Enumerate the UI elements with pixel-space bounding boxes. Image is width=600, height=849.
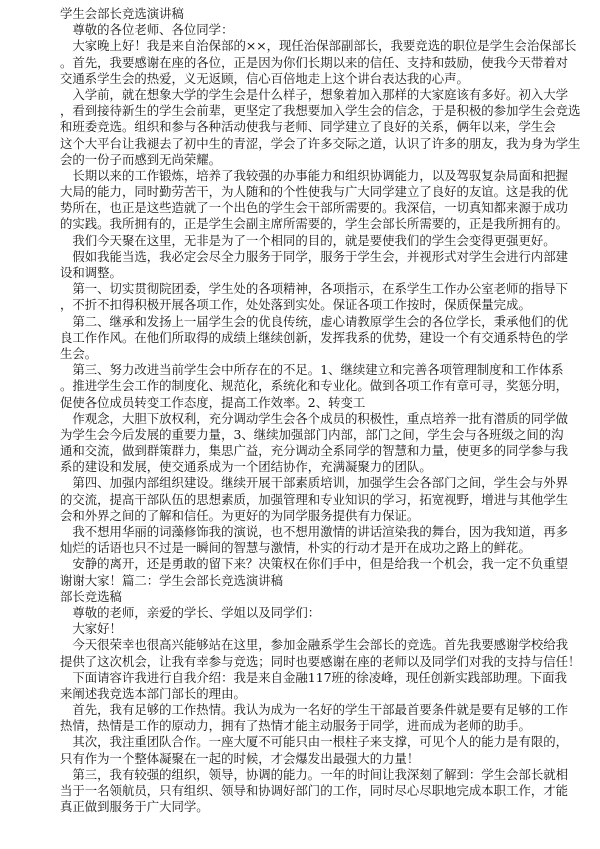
text-line: 。推进学生会工作的制度化、规范化，系统化和专业化。做到各项工作有章可寻，奖惩分明， xyxy=(60,378,569,394)
text-line: 我们今天聚在这里，无非是为了一个相同的目的，就是要使我们的学生会变得更强更好。 xyxy=(60,232,556,248)
text-line: 第四、加强内部组织建设。继续开展干部素质培训，加强学生会各部门之间，学生会与外界 xyxy=(60,475,569,491)
text-line: 这个大平台让我褪去了初中生的青涩，学会了许多交际之道，认识了许多的朋友，我为身为学生 xyxy=(60,135,581,151)
text-line: 第三，我有较强的组织，领导，协调的能力。一年的时间让我深刻了解到：学生会部长就相 xyxy=(60,766,569,782)
text-line: 真正做到服务于广大同学。 xyxy=(60,799,209,815)
document-title: 学生会部长竞选演讲稿 xyxy=(60,6,184,21)
text-line: 下面请容许我进行自我介绍：我是来自金融117班的徐凌峰，现任创新实践部助理。下面我 xyxy=(60,669,567,685)
text-line: 生会。 xyxy=(60,345,98,361)
text-line: 大局的能力，同时勤劳苦干，为人随和的个性使我与广大同学建立了良好的友谊。这是我的优 xyxy=(60,184,569,200)
text-line: 和班委竞选。组织和参与各种活动使我与老师、同学建立了良好的关系，俩年以来，学生会 xyxy=(60,119,556,135)
text-line: 良工作作风。在他们所取得的成绩上继续创新，发挥我系的优势，建设一个有交通系特色的学 xyxy=(60,329,569,345)
text-line: 大家晚上好！我是来自治保部的××，现任治保部副部长，我要竞选的职位是学生会治保部长 xyxy=(60,38,577,54)
text-line: 的实践。我所拥有的，正是学生会副主席所需要的，学生会部长所需要的，正是我所拥有的。 xyxy=(60,216,569,232)
text-line: 我不想用华丽的词藻修饰我的演说，也不想用激情的讲话渲染我的舞台，因为我知道，再多 xyxy=(60,524,569,539)
text-line: 尊敬的老师，亲爱的学长、学姐以及同学们： xyxy=(60,604,321,620)
text-line: 灿烂的话语也只不过是一瞬间的智慧与激情，朴实的行动才是开在成功之路上的鲜花。 xyxy=(60,540,531,556)
text-line: 首先，我有足够的工作热情。我认为成为一名好的学生干部最首要条件就是要有足够的工作 xyxy=(60,702,569,718)
text-line: 今天很荣幸也很高兴能够站在这里，参加金融系学生会部长的竞选。首先我要感谢学校给我 xyxy=(60,637,569,653)
text-line: 安静的离开，还是勇敢的留下来？决策权在你们手中，但是给我一个机会，我一定不负重望 xyxy=(60,556,569,572)
text-line: 当于一名领航员，只有组织、领导和协调好部门的工作，同时尽心尽职地完成本职工作，才能 xyxy=(60,783,569,798)
text-line: 部长竞选稿 xyxy=(60,588,122,604)
text-line: 假如我能当选，我必定会尽全力服务于同学，服务于学生会，并视形式对学生会进行内部建 xyxy=(60,248,569,264)
text-line: 尊敬的各位老师、各位同学： xyxy=(60,22,234,38)
text-line: 第一、切实贯彻院团委，学生处的各项精神，各项指示，在系学生工作办公室老师的指导下 xyxy=(60,281,569,297)
text-line: 第二、继承和发扬上一届学生会的优良传统，虚心请教原学生会的各位学长，秉承他们的优 xyxy=(60,313,569,329)
text-line: 其次，我注重团队合作。一座大厦不可能只由一根柱子来支撑，可见个人的能力是有限的， xyxy=(60,734,569,750)
text-line: 。首先，我要感谢在座的各位，正是因为你们长期以来的信任、支持和鼓励，使我今天带着对 xyxy=(60,54,569,70)
text-line: 来阐述我竞选本部门部长的理由。 xyxy=(60,685,246,701)
text-line: 热情，热情是工作的原动力，拥有了热情才能主动服务于同学，进而成为老师的助手。 xyxy=(60,718,531,734)
text-line: 提供了这次机会，让我有幸参与竞选；同时也要感谢在座的老师以及同学们对我的支持与信任！ xyxy=(60,653,581,669)
text-line: 交通系学生会的热爱，义无返顾，信心百倍地走上这个讲台表达我的心声。 xyxy=(60,70,469,86)
text-line: 通和交流，做到群策群力，集思广益，充分调动全系同学的智慧和力量，使更多的同学参与我 xyxy=(60,443,569,459)
text-line: ，不折不扣得积极开展各项工作，处处落到实处。保证各项工作按时，保质保量完成。 xyxy=(60,297,531,313)
text-line: 会的一份子而感到无尚荣耀。 xyxy=(60,151,222,167)
text-line: 入学前，就在想象大学的学生会是什么样子，想象着加入那样的大家庭该有多好。初入大学 xyxy=(60,86,569,102)
text-line: 促使各位成员转变工作态度，提高工作效率。2、转变工 xyxy=(60,394,366,410)
text-line: 系的建设和发展，使交通系成为一个团结协作，充满凝聚力的团队。 xyxy=(60,459,432,475)
text-line: ，看到接待新生的学生会前辈，更坚定了我想要加入学生会的信念，于是积极的参加学生会竞选 xyxy=(60,103,581,119)
text-line: 只有作为一个整体凝聚在一起的时候，才会爆发出最强大的力量！ xyxy=(60,750,420,766)
text-line: 设和调整。 xyxy=(60,265,122,280)
text-line: 为学生会今后发展的重要力量，3、继续加强部门内部，部门之间，学生会与各班级之间的沟 xyxy=(60,426,564,442)
text-line: 大家好！ xyxy=(60,621,122,637)
text-line: 谢谢大家！篇二：学生会部长竞选演讲稿 xyxy=(60,572,284,588)
text-line: 的交流，提高干部队伍的思想素质，加强管理和专业知识的学习，拓宽视野，增进与其他学生 xyxy=(60,491,569,507)
text-line: 会和外界之间的了解和信任。为更好的为同学服务提供有力保证。 xyxy=(60,507,420,523)
text-line: 势所在，也正是这些造就了一个出色的学生会干部所需要的。我深信，一切真知都来源于成功 xyxy=(60,200,569,216)
text-line: 长期以来的工作锻炼，培养了我较强的办事能力和组织协调能力，以及驾驭复杂局面和把握 xyxy=(60,167,569,183)
text-line: 第三、努力改进当前学生会中所存在的不足。1、继续建立和完善各项管理制度和工作体系 xyxy=(60,362,564,378)
text-line: 作观念，大胆下放权利，充分调动学生会各个成员的积极性，重点培养一批有潜质的同学做 xyxy=(60,410,569,426)
